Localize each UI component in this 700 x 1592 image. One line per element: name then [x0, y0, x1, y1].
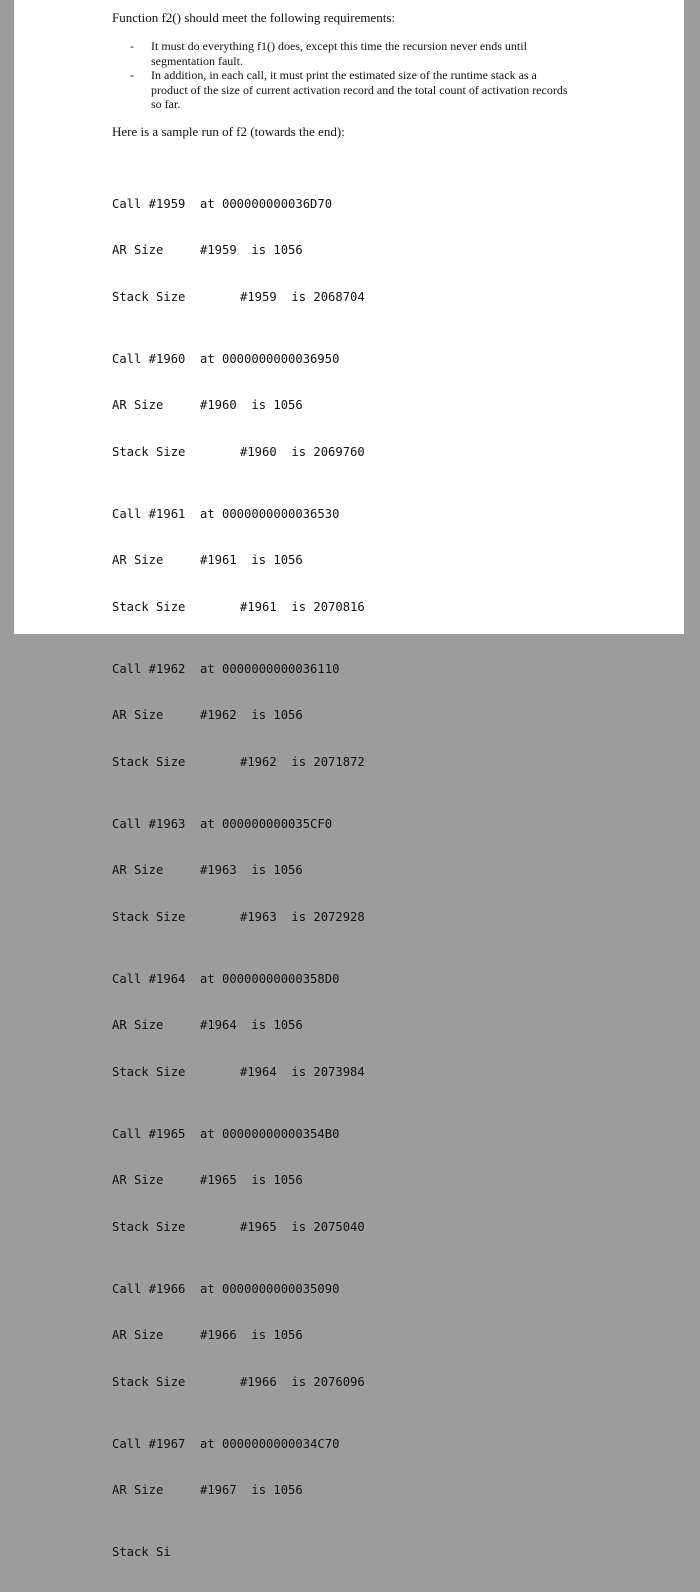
document-page	[14, 0, 684, 1559]
stack-value: #1960 is 2069760	[240, 444, 365, 459]
ar-value: #1959 is 1056	[200, 243, 303, 257]
output-line	[112, 290, 365, 306]
call-label: Call #1961	[112, 506, 186, 521]
output-line	[112, 1127, 365, 1143]
ar-value: #1967 is 1056	[200, 1483, 303, 1497]
output-line	[112, 243, 365, 259]
ar-label: AR Size	[112, 1328, 164, 1342]
output-line	[112, 662, 365, 678]
output-line	[112, 1282, 365, 1298]
output-line	[112, 1545, 365, 1561]
call-label: Call #1964	[112, 971, 186, 986]
bullet-dash: -	[130, 39, 134, 53]
call-address: at 0000000000036950	[200, 351, 340, 366]
stack-label: Stack Size	[112, 909, 186, 924]
ar-value: #1964 is 1056	[200, 1018, 303, 1032]
ar-value: #1960 is 1056	[200, 398, 303, 412]
call-label: Call #1962	[112, 661, 186, 676]
output-line	[112, 600, 365, 616]
call-address: at 0000000000036530	[200, 506, 340, 521]
output-line	[112, 1173, 365, 1189]
sample-run-intro: Here is a sample run of f2 (towards the end):	[112, 124, 345, 139]
bullet-dash: -	[130, 68, 134, 82]
ar-value: #1966 is 1056	[200, 1328, 303, 1342]
output-line	[112, 910, 365, 926]
output-line	[112, 445, 365, 461]
stack-value: #1964 is 2073984	[240, 1064, 365, 1079]
stack-label: Stack Size	[112, 599, 186, 614]
call-label: Call #1959	[112, 196, 186, 211]
output-line	[112, 817, 365, 833]
bullet-text: In addition, in each call, it must print the estimated size of the runtime stack as a product of the size of current activation record and the total count of activation records so far.	[151, 68, 568, 111]
output-line	[112, 1065, 365, 1081]
output-line	[112, 1328, 365, 1344]
output-line	[112, 197, 365, 213]
ar-value: #1962 is 1056	[200, 708, 303, 722]
bullet-text: It must do everything f1() does, except this time the recursion never ends until segmentation fault.	[151, 39, 527, 68]
ar-label: AR Size	[112, 1483, 164, 1497]
ar-label: AR Size	[112, 398, 164, 412]
output-line	[112, 1220, 365, 1236]
stack-label: Stack Size	[112, 1374, 186, 1389]
call-address: at 0000000000034C70	[200, 1436, 340, 1451]
stack-value: #1961 is 2070816	[240, 599, 365, 614]
list-item	[130, 39, 570, 68]
stack-value: #1963 is 2072928	[240, 909, 365, 924]
call-address: at 00000000000358D0	[200, 971, 340, 986]
stack-label: Stack Size	[112, 1219, 186, 1234]
ar-label: AR Size	[112, 1018, 164, 1032]
output-line	[112, 972, 365, 988]
ar-value: #1963 is 1056	[200, 863, 303, 877]
stack-label: Stack Size	[112, 444, 186, 459]
stack-value: #1962 is 2071872	[240, 754, 365, 769]
call-label: Call #1967	[112, 1436, 186, 1451]
output-line	[112, 352, 365, 368]
stack-value: #1966 is 2076096	[240, 1374, 365, 1389]
output-line	[112, 1375, 365, 1391]
stack-value: #1965 is 2075040	[240, 1219, 365, 1234]
output-line	[112, 1018, 365, 1034]
output-line	[112, 553, 365, 569]
truncated-tail: Stack Si	[112, 1545, 171, 1559]
requirements-list	[130, 39, 570, 112]
requirements-heading: Function f2() should meet the following requirements:	[112, 10, 396, 25]
call-label: Call #1965	[112, 1126, 186, 1141]
sample-output	[112, 150, 365, 1592]
output-line	[112, 755, 365, 771]
output-line	[112, 708, 365, 724]
call-label: Call #1960	[112, 351, 186, 366]
call-address: at 0000000000036110	[200, 661, 340, 676]
output-line	[112, 507, 365, 523]
ar-label: AR Size	[112, 1173, 164, 1187]
call-label: Call #1966	[112, 1281, 186, 1296]
stack-label: Stack Size	[112, 1064, 186, 1079]
stack-label: Stack Size	[112, 289, 186, 304]
ar-label: AR Size	[112, 243, 164, 257]
ar-value: #1965 is 1056	[200, 1173, 303, 1187]
output-line	[112, 863, 365, 879]
call-address: at 000000000035CF0	[200, 816, 333, 831]
call-label: Call #1963	[112, 816, 186, 831]
ar-label: AR Size	[112, 553, 164, 567]
call-address: at 0000000000035090	[200, 1281, 340, 1296]
list-item	[130, 68, 570, 112]
ar-value: #1961 is 1056	[200, 553, 303, 567]
stack-label: Stack Size	[112, 754, 186, 769]
ar-label: AR Size	[112, 863, 164, 877]
output-line	[112, 1483, 365, 1499]
stack-value: #1959 is 2068704	[240, 289, 365, 304]
call-address: at 00000000000354B0	[200, 1126, 340, 1141]
ar-label: AR Size	[112, 708, 164, 722]
output-line	[112, 398, 365, 414]
call-address: at 000000000036D70	[200, 196, 333, 211]
output-line	[112, 1437, 365, 1453]
